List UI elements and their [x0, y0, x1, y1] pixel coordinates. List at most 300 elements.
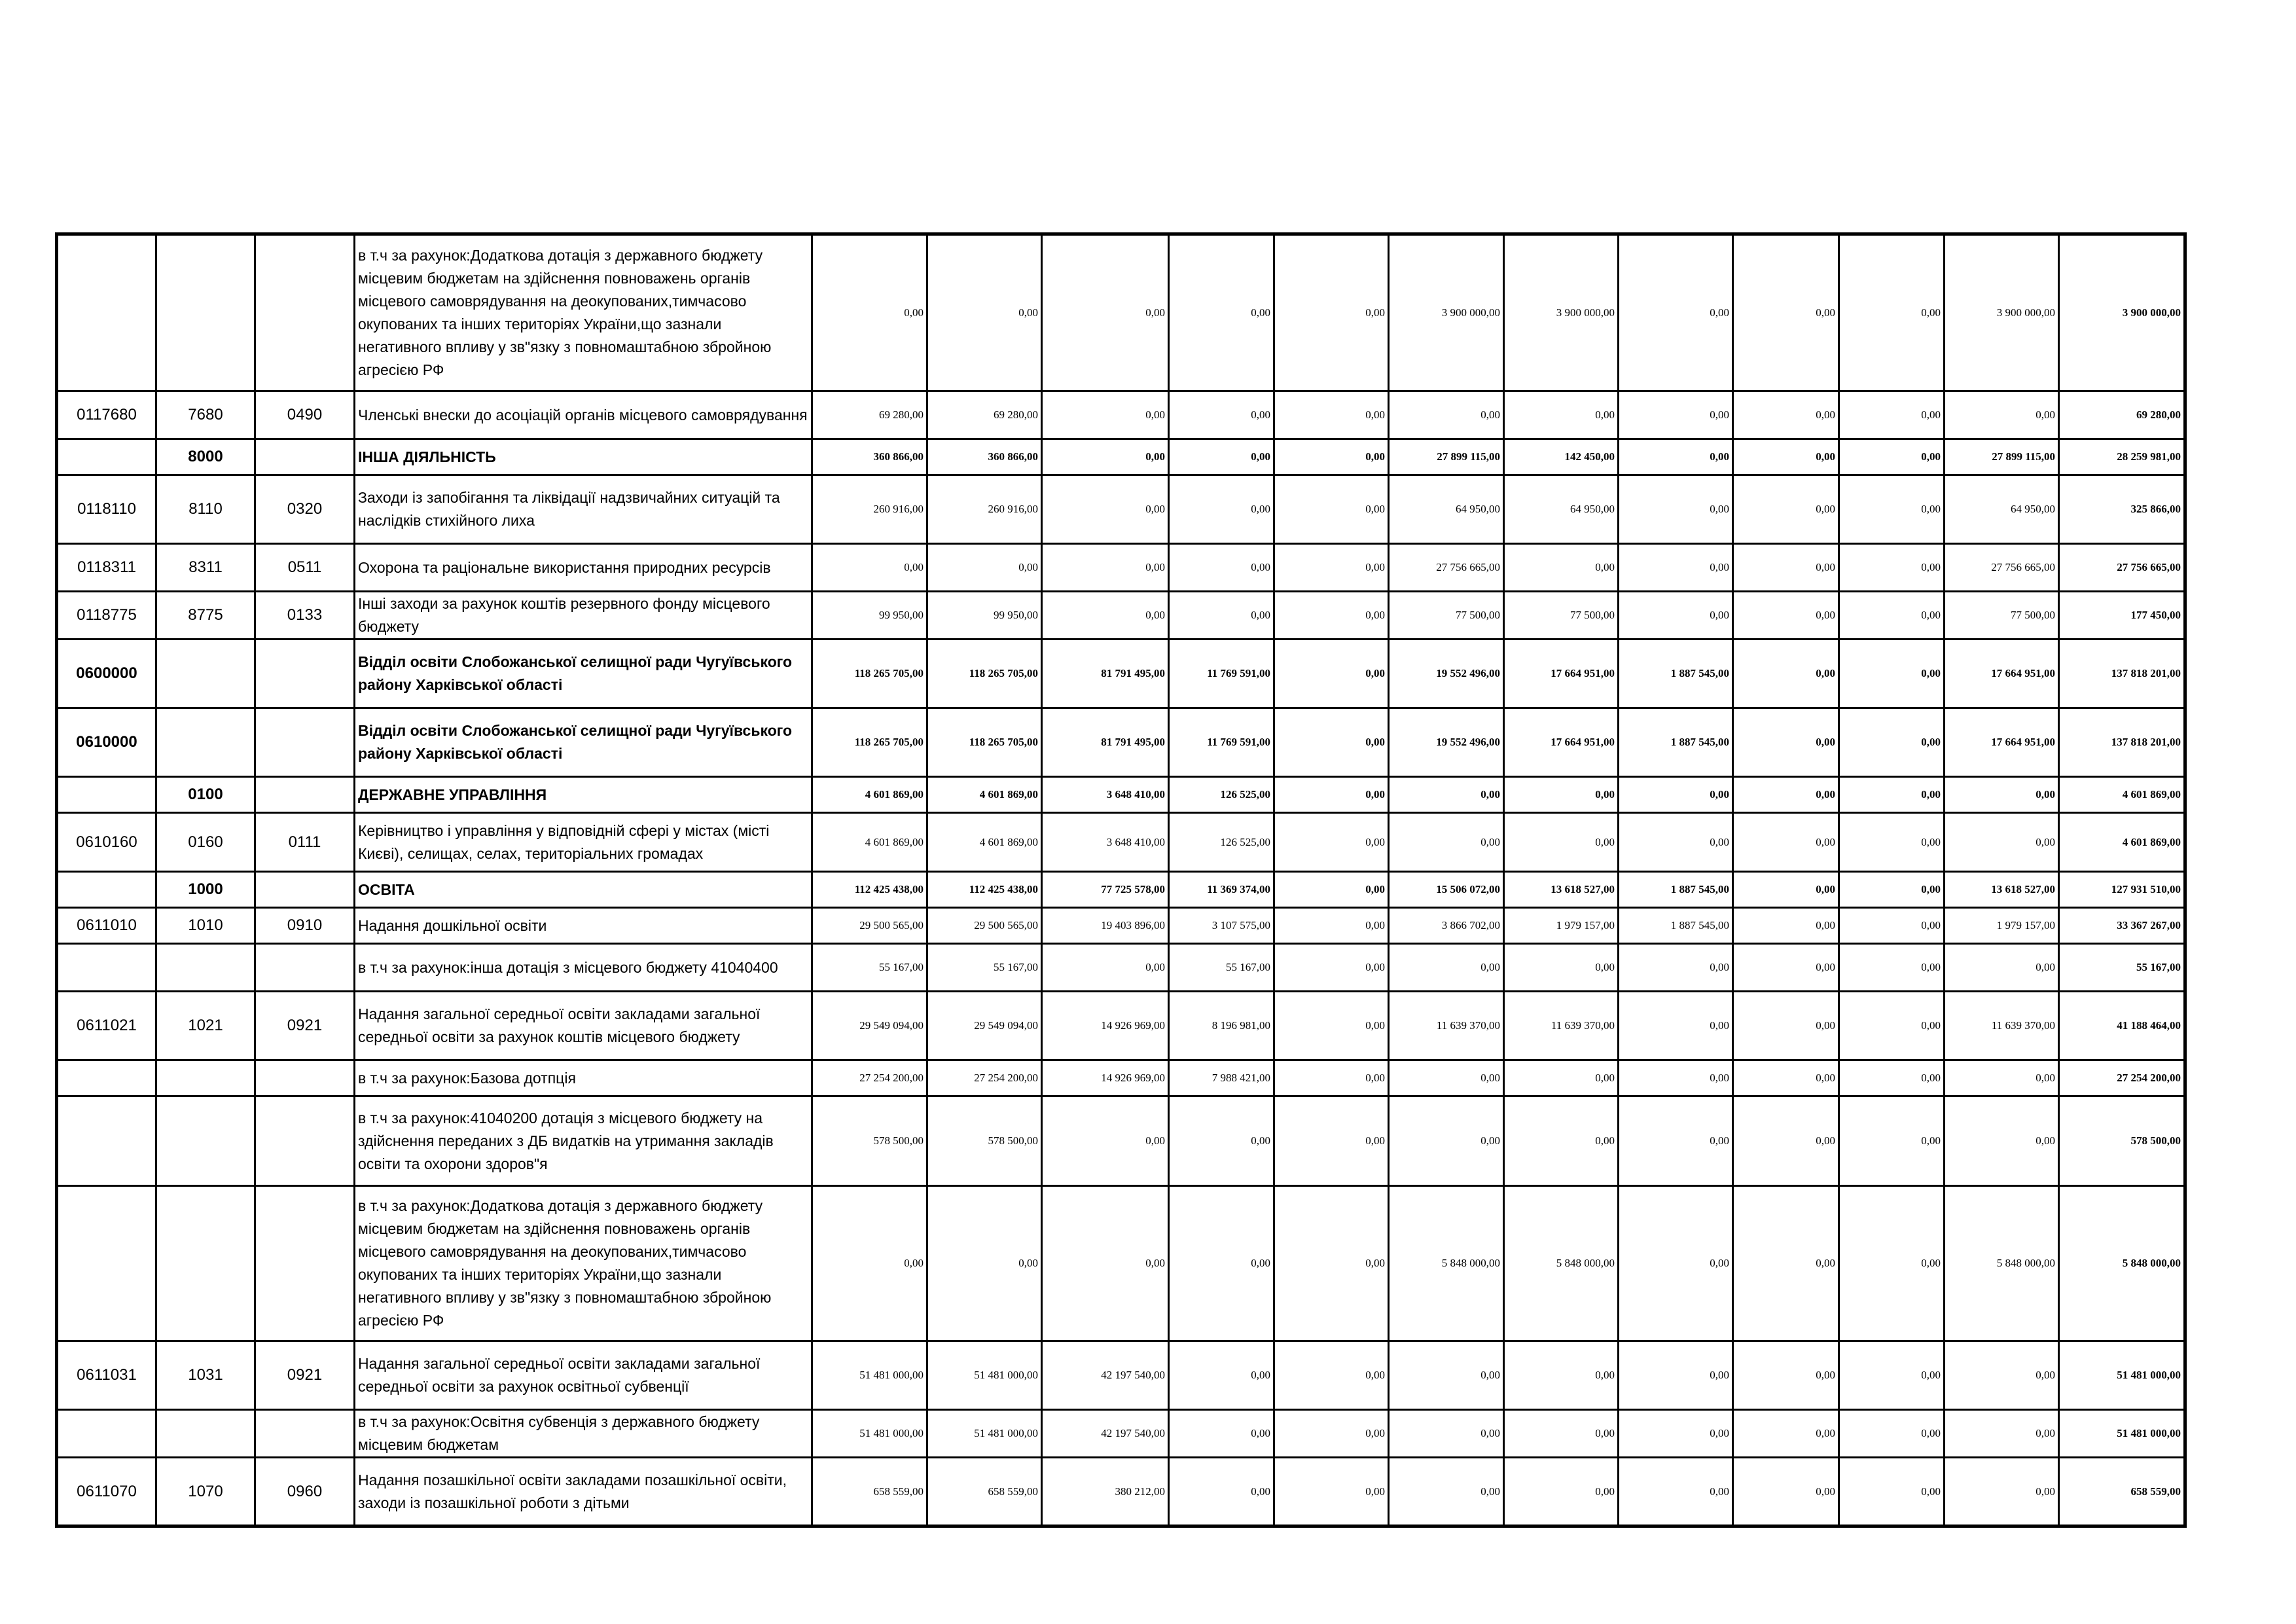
amount-cell: 0,00 [1169, 1458, 1274, 1526]
amount-cell: 0,00 [1733, 992, 1839, 1060]
amount-cell: 0,00 [1733, 1096, 1839, 1186]
classification-code-cell [255, 1060, 355, 1096]
amount-cell: 0,00 [1274, 1096, 1389, 1186]
amount-cell: 118 265 705,00 [812, 640, 927, 708]
classification-code-cell: 0921 [255, 1341, 355, 1410]
amount-cell: 69 280,00 [927, 391, 1042, 439]
program-name-cell: в т.ч за рахунок:Базова дотпція [355, 1060, 812, 1096]
total-amount-cell: 127 931 510,00 [2059, 872, 2185, 908]
amount-cell: 64 950,00 [1389, 475, 1504, 544]
amount-cell: 0,00 [1274, 992, 1389, 1060]
table-row [57, 708, 2185, 777]
amount-cell: 118 265 705,00 [927, 640, 1042, 708]
amount-cell: 0,00 [1042, 234, 1169, 391]
classification-code-cell [255, 1096, 355, 1186]
amount-cell: 7 988 421,00 [1169, 1060, 1274, 1096]
amount-cell: 64 950,00 [1945, 475, 2059, 544]
amount-cell: 0,00 [1504, 1341, 1619, 1410]
amount-cell: 81 791 495,00 [1042, 640, 1169, 708]
table-row [57, 992, 2185, 1060]
amount-cell: 55 167,00 [812, 944, 927, 992]
amount-cell: 19 552 496,00 [1389, 640, 1504, 708]
amount-cell: 0,00 [1839, 1186, 1945, 1341]
amount-cell: 29 549 094,00 [927, 992, 1042, 1060]
amount-cell: 0,00 [1733, 475, 1839, 544]
amount-cell: 0,00 [1733, 439, 1839, 475]
function-code-cell: 1031 [156, 1341, 255, 1410]
amount-cell: 0,00 [1733, 1458, 1839, 1526]
amount-cell: 13 618 527,00 [1945, 872, 2059, 908]
amount-cell: 51 481 000,00 [812, 1410, 927, 1458]
amount-cell: 0,00 [812, 234, 927, 391]
amount-cell: 0,00 [1169, 439, 1274, 475]
amount-cell: 658 559,00 [812, 1458, 927, 1526]
amount-cell: 0,00 [1619, 1341, 1733, 1410]
function-code-cell [156, 640, 255, 708]
function-code-cell: 1021 [156, 992, 255, 1060]
amount-cell: 0,00 [1733, 391, 1839, 439]
amount-cell: 0,00 [1042, 1096, 1169, 1186]
amount-cell: 578 500,00 [812, 1096, 927, 1186]
table-row [57, 1341, 2185, 1410]
program-code-cell [57, 439, 156, 475]
amount-cell: 64 950,00 [1504, 475, 1619, 544]
amount-cell: 29 500 565,00 [812, 908, 927, 944]
amount-cell: 0,00 [1274, 813, 1389, 872]
amount-cell: 14 926 969,00 [1042, 992, 1169, 1060]
amount-cell: 0,00 [1839, 592, 1945, 640]
function-code-cell [156, 708, 255, 777]
classification-code-cell [255, 1186, 355, 1341]
program-name-cell: ОСВІТА [355, 872, 812, 908]
program-name-cell: в т.ч за рахунок:інша дотація з місцевого бюджету 41040400 [355, 944, 812, 992]
program-code-cell [57, 1410, 156, 1458]
amount-cell: 0,00 [1619, 439, 1733, 475]
amount-cell: 0,00 [1619, 1060, 1733, 1096]
amount-cell: 1 887 545,00 [1619, 908, 1733, 944]
function-code-cell: 8110 [156, 475, 255, 544]
program-code-cell: 0610000 [57, 708, 156, 777]
program-name-cell: Надання загальної середньої освіти закладами загальної середньої освіти за рахунок коштів місцевого бюджету [355, 992, 812, 1060]
amount-cell: 11 639 370,00 [1945, 992, 2059, 1060]
total-amount-cell: 33 367 267,00 [2059, 908, 2185, 944]
amount-cell: 112 425 438,00 [927, 872, 1042, 908]
amount-cell: 0,00 [1042, 944, 1169, 992]
total-amount-cell: 137 818 201,00 [2059, 708, 2185, 777]
program-code-cell: 0118110 [57, 475, 156, 544]
amount-cell: 0,00 [1274, 944, 1389, 992]
amount-cell: 77 500,00 [1389, 592, 1504, 640]
amount-cell: 0,00 [1274, 544, 1389, 592]
classification-code-cell: 0111 [255, 813, 355, 872]
classification-code-cell [255, 944, 355, 992]
amount-cell: 0,00 [1733, 1410, 1839, 1458]
amount-cell: 1 887 545,00 [1619, 708, 1733, 777]
amount-cell: 0,00 [1274, 234, 1389, 391]
amount-cell: 0,00 [1169, 391, 1274, 439]
function-code-cell: 7680 [156, 391, 255, 439]
function-code-cell: 8775 [156, 592, 255, 640]
table-row [57, 475, 2185, 544]
program-name-cell: Надання дошкільної освіти [355, 908, 812, 944]
classification-code-cell: 0490 [255, 391, 355, 439]
function-code-cell: 0160 [156, 813, 255, 872]
total-amount-cell: 578 500,00 [2059, 1096, 2185, 1186]
program-name-cell: Керівництво і управління у відповідній сфері у містах (місті Києві), селищах, селах, територіальних громадах [355, 813, 812, 872]
amount-cell: 0,00 [1389, 777, 1504, 813]
total-amount-cell: 55 167,00 [2059, 944, 2185, 992]
amount-cell: 260 916,00 [812, 475, 927, 544]
amount-cell: 42 197 540,00 [1042, 1410, 1169, 1458]
amount-cell: 3 900 000,00 [1945, 234, 2059, 391]
program-code-cell: 0611031 [57, 1341, 156, 1410]
total-amount-cell: 51 481 000,00 [2059, 1410, 2185, 1458]
total-amount-cell: 137 818 201,00 [2059, 640, 2185, 708]
amount-cell: 0,00 [1839, 992, 1945, 1060]
amount-cell: 0,00 [1619, 544, 1733, 592]
table-row [57, 544, 2185, 592]
total-amount-cell: 51 481 000,00 [2059, 1341, 2185, 1410]
amount-cell: 0,00 [1042, 592, 1169, 640]
amount-cell: 0,00 [1839, 1410, 1945, 1458]
amount-cell: 0,00 [812, 544, 927, 592]
amount-cell: 11 769 591,00 [1169, 708, 1274, 777]
amount-cell: 0,00 [812, 1186, 927, 1341]
amount-cell: 3 900 000,00 [1389, 234, 1504, 391]
total-amount-cell: 3 900 000,00 [2059, 234, 2185, 391]
amount-cell: 0,00 [1274, 777, 1389, 813]
table-row [57, 640, 2185, 708]
amount-cell: 0,00 [1733, 777, 1839, 813]
function-code-cell: 1070 [156, 1458, 255, 1526]
amount-cell: 0,00 [1389, 1410, 1504, 1458]
amount-cell: 0,00 [1389, 944, 1504, 992]
total-amount-cell: 5 848 000,00 [2059, 1186, 2185, 1341]
amount-cell: 0,00 [1169, 1186, 1274, 1341]
table-row [57, 1410, 2185, 1458]
program-name-cell: Членські внески до асоціацій органів місцевого самоврядування [355, 391, 812, 439]
amount-cell: 0,00 [1274, 592, 1389, 640]
table-row [57, 391, 2185, 439]
program-name-cell: Інші заходи за рахунок коштів резервного фонду місцевого бюджету [355, 592, 812, 640]
program-code-cell: 0118311 [57, 544, 156, 592]
amount-cell: 15 506 072,00 [1389, 872, 1504, 908]
amount-cell: 0,00 [1839, 777, 1945, 813]
amount-cell: 0,00 [1945, 1341, 2059, 1410]
amount-cell: 0,00 [1274, 439, 1389, 475]
amount-cell: 0,00 [1619, 1186, 1733, 1341]
amount-cell: 0,00 [1945, 1060, 2059, 1096]
amount-cell: 0,00 [1169, 1410, 1274, 1458]
amount-cell: 99 950,00 [927, 592, 1042, 640]
program-name-cell: в т.ч за рахунок:41040200 дотація з місцевого бюджету на здійснення переданих з ДБ видатків на утримання закладів освіти та охорони здоров"я [355, 1096, 812, 1186]
classification-code-cell: 0960 [255, 1458, 355, 1526]
program-name-cell: ІНША ДІЯЛЬНІСТЬ [355, 439, 812, 475]
classification-code-cell: 0133 [255, 592, 355, 640]
amount-cell: 0,00 [1504, 1458, 1619, 1526]
amount-cell: 142 450,00 [1504, 439, 1619, 475]
amount-cell: 5 848 000,00 [1945, 1186, 2059, 1341]
program-code-cell [57, 1186, 156, 1341]
amount-cell: 0,00 [1389, 1060, 1504, 1096]
total-amount-cell: 27 756 665,00 [2059, 544, 2185, 592]
amount-cell: 77 725 578,00 [1042, 872, 1169, 908]
amount-cell: 0,00 [1504, 1410, 1619, 1458]
amount-cell: 19 552 496,00 [1389, 708, 1504, 777]
function-code-cell [156, 1186, 255, 1341]
amount-cell: 81 791 495,00 [1042, 708, 1169, 777]
amount-cell: 0,00 [1839, 544, 1945, 592]
amount-cell: 360 866,00 [927, 439, 1042, 475]
total-amount-cell: 28 259 981,00 [2059, 439, 2185, 475]
amount-cell: 0,00 [1839, 439, 1945, 475]
classification-code-cell [255, 777, 355, 813]
classification-code-cell: 0320 [255, 475, 355, 544]
amount-cell: 112 425 438,00 [812, 872, 927, 908]
amount-cell: 126 525,00 [1169, 777, 1274, 813]
amount-cell: 0,00 [1274, 1458, 1389, 1526]
amount-cell: 29 500 565,00 [927, 908, 1042, 944]
amount-cell: 29 549 094,00 [812, 992, 927, 1060]
classification-code-cell [255, 708, 355, 777]
program-code-cell: 0118775 [57, 592, 156, 640]
amount-cell: 0,00 [1504, 777, 1619, 813]
amount-cell: 0,00 [1733, 813, 1839, 872]
program-name-cell: Відділ освіти Слобожанської селищної ради Чугуївського району Харківської області [355, 708, 812, 777]
amount-cell: 3 648 410,00 [1042, 813, 1169, 872]
amount-cell: 27 899 115,00 [1945, 439, 2059, 475]
amount-cell: 0,00 [1733, 544, 1839, 592]
amount-cell: 0,00 [1504, 944, 1619, 992]
table-row [57, 777, 2185, 813]
classification-code-cell [255, 439, 355, 475]
amount-cell: 0,00 [1042, 475, 1169, 544]
amount-cell: 0,00 [927, 544, 1042, 592]
amount-cell: 77 500,00 [1945, 592, 2059, 640]
amount-cell: 0,00 [1839, 944, 1945, 992]
amount-cell: 0,00 [1733, 944, 1839, 992]
amount-cell: 0,00 [1389, 1096, 1504, 1186]
amount-cell: 0,00 [1274, 640, 1389, 708]
amount-cell: 0,00 [1733, 592, 1839, 640]
program-name-cell: в т.ч за рахунок:Освітня субвенція з державного бюджету місцевим бюджетам [355, 1410, 812, 1458]
amount-cell: 0,00 [1839, 391, 1945, 439]
table-body [57, 234, 2185, 1526]
amount-cell: 0,00 [1274, 1060, 1389, 1096]
amount-cell: 17 664 951,00 [1504, 640, 1619, 708]
amount-cell: 0,00 [1619, 992, 1733, 1060]
program-name-cell: в т.ч за рахунок:Додаткова дотація з державного бюджету місцевим бюджетам на здійснення повноважень органів місцевого самоврядування на деокупованих,тимчасово окупованих та інших територіях України,що зазнали негативного впливу у зв"язку з повномаштабною збройною агресією РФ [355, 1186, 812, 1341]
amount-cell: 3 648 410,00 [1042, 777, 1169, 813]
budget-table [55, 232, 2187, 1528]
amount-cell: 0,00 [1619, 1410, 1733, 1458]
amount-cell: 0,00 [1274, 391, 1389, 439]
amount-cell: 0,00 [1042, 391, 1169, 439]
amount-cell: 4 601 869,00 [812, 777, 927, 813]
program-code-cell [57, 1060, 156, 1096]
classification-code-cell [255, 640, 355, 708]
amount-cell: 4 601 869,00 [927, 777, 1042, 813]
amount-cell: 0,00 [1504, 1060, 1619, 1096]
amount-cell: 0,00 [1839, 708, 1945, 777]
function-code-cell: 0100 [156, 777, 255, 813]
amount-cell: 0,00 [1169, 475, 1274, 544]
amount-cell: 4 601 869,00 [812, 813, 927, 872]
amount-cell: 0,00 [1945, 813, 2059, 872]
amount-cell: 99 950,00 [812, 592, 927, 640]
amount-cell: 11 369 374,00 [1169, 872, 1274, 908]
program-name-cell: Відділ освіти Слобожанської селищної ради Чугуївського району Харківської області [355, 640, 812, 708]
program-code-cell [57, 944, 156, 992]
amount-cell: 27 756 665,00 [1389, 544, 1504, 592]
table-row [57, 234, 2185, 391]
amount-cell: 0,00 [1619, 391, 1733, 439]
amount-cell: 0,00 [1619, 592, 1733, 640]
amount-cell: 0,00 [1945, 944, 2059, 992]
amount-cell: 51 481 000,00 [927, 1341, 1042, 1410]
amount-cell: 0,00 [1619, 234, 1733, 391]
amount-cell: 3 866 702,00 [1389, 908, 1504, 944]
amount-cell: 0,00 [1042, 544, 1169, 592]
amount-cell: 11 769 591,00 [1169, 640, 1274, 708]
amount-cell: 0,00 [1733, 234, 1839, 391]
program-code-cell: 0611021 [57, 992, 156, 1060]
amount-cell: 51 481 000,00 [812, 1341, 927, 1410]
amount-cell: 55 167,00 [927, 944, 1042, 992]
amount-cell: 0,00 [1839, 475, 1945, 544]
program-name-cell: Охорона та раціональне використання природних ресурсів [355, 544, 812, 592]
amount-cell: 0,00 [1945, 1410, 2059, 1458]
table-row [57, 592, 2185, 640]
table-row [57, 944, 2185, 992]
amount-cell: 0,00 [1274, 1186, 1389, 1341]
amount-cell: 0,00 [1274, 1341, 1389, 1410]
classification-code-cell: 0921 [255, 992, 355, 1060]
program-code-cell: 0117680 [57, 391, 156, 439]
amount-cell: 658 559,00 [927, 1458, 1042, 1526]
classification-code-cell: 0511 [255, 544, 355, 592]
function-code-cell [156, 944, 255, 992]
amount-cell: 1 979 157,00 [1504, 908, 1619, 944]
amount-cell: 17 664 951,00 [1945, 708, 2059, 777]
amount-cell: 0,00 [1274, 872, 1389, 908]
amount-cell: 0,00 [1839, 908, 1945, 944]
total-amount-cell: 4 601 869,00 [2059, 777, 2185, 813]
amount-cell: 260 916,00 [927, 475, 1042, 544]
amount-cell: 19 403 896,00 [1042, 908, 1169, 944]
amount-cell: 380 212,00 [1042, 1458, 1169, 1526]
amount-cell: 0,00 [1839, 872, 1945, 908]
amount-cell: 0,00 [1504, 1096, 1619, 1186]
amount-cell: 118 265 705,00 [812, 708, 927, 777]
program-name-cell: в т.ч за рахунок:Додаткова дотація з державного бюджету місцевим бюджетам на здійснення повноважень органів місцевого самоврядування на деокупованих,тимчасово окупованих та інших територіях України,що зазнали негативного впливу у зв"язку з повномаштабною збройною агресією РФ [355, 234, 812, 391]
amount-cell: 17 664 951,00 [1945, 640, 2059, 708]
amount-cell: 0,00 [927, 234, 1042, 391]
amount-cell: 69 280,00 [812, 391, 927, 439]
amount-cell: 13 618 527,00 [1504, 872, 1619, 908]
total-amount-cell: 27 254 200,00 [2059, 1060, 2185, 1096]
program-code-cell: 0600000 [57, 640, 156, 708]
amount-cell: 0,00 [1839, 1096, 1945, 1186]
amount-cell: 0,00 [1733, 908, 1839, 944]
total-amount-cell: 177 450,00 [2059, 592, 2185, 640]
amount-cell: 5 848 000,00 [1389, 1186, 1504, 1341]
amount-cell: 126 525,00 [1169, 813, 1274, 872]
program-code-cell [57, 234, 156, 391]
amount-cell: 0,00 [1619, 944, 1733, 992]
amount-cell: 0,00 [1945, 777, 2059, 813]
amount-cell: 0,00 [1389, 1458, 1504, 1526]
amount-cell: 27 254 200,00 [927, 1060, 1042, 1096]
classification-code-cell: 0910 [255, 908, 355, 944]
table-row [57, 1458, 2185, 1526]
function-code-cell [156, 1096, 255, 1186]
function-code-cell: 8311 [156, 544, 255, 592]
amount-cell: 0,00 [1839, 813, 1945, 872]
amount-cell: 0,00 [1169, 592, 1274, 640]
table-row [57, 908, 2185, 944]
amount-cell: 77 500,00 [1504, 592, 1619, 640]
amount-cell: 0,00 [1504, 813, 1619, 872]
amount-cell: 42 197 540,00 [1042, 1341, 1169, 1410]
amount-cell: 11 639 370,00 [1504, 992, 1619, 1060]
amount-cell: 5 848 000,00 [1504, 1186, 1619, 1341]
amount-cell: 360 866,00 [812, 439, 927, 475]
table-row [57, 1096, 2185, 1186]
amount-cell: 0,00 [1169, 1096, 1274, 1186]
table-row [57, 1186, 2185, 1341]
amount-cell: 0,00 [1733, 1341, 1839, 1410]
amount-cell: 0,00 [1733, 640, 1839, 708]
function-code-cell [156, 1410, 255, 1458]
program-code-cell [57, 872, 156, 908]
amount-cell: 0,00 [1389, 391, 1504, 439]
amount-cell: 1 887 545,00 [1619, 872, 1733, 908]
function-code-cell [156, 234, 255, 391]
amount-cell: 3 900 000,00 [1504, 234, 1619, 391]
amount-cell: 0,00 [1733, 872, 1839, 908]
amount-cell: 0,00 [927, 1186, 1042, 1341]
amount-cell: 14 926 969,00 [1042, 1060, 1169, 1096]
amount-cell: 27 254 200,00 [812, 1060, 927, 1096]
total-amount-cell: 325 866,00 [2059, 475, 2185, 544]
amount-cell: 1 979 157,00 [1945, 908, 2059, 944]
table-row [57, 439, 2185, 475]
amount-cell: 0,00 [1274, 1410, 1389, 1458]
amount-cell: 0,00 [1169, 544, 1274, 592]
amount-cell: 0,00 [1945, 391, 2059, 439]
amount-cell: 4 601 869,00 [927, 813, 1042, 872]
program-name-cell: Надання загальної середньої освіти закладами загальної середньої освіти за рахунок освітньої субвенції [355, 1341, 812, 1410]
amount-cell: 0,00 [1619, 1458, 1733, 1526]
amount-cell: 8 196 981,00 [1169, 992, 1274, 1060]
table-row [57, 872, 2185, 908]
amount-cell: 3 107 575,00 [1169, 908, 1274, 944]
amount-cell: 0,00 [1274, 908, 1389, 944]
amount-cell: 17 664 951,00 [1504, 708, 1619, 777]
classification-code-cell [255, 234, 355, 391]
program-name-cell: Заходи із запобігання та ліквідації надзвичайних ситуацій та наслідків стихійного лиха [355, 475, 812, 544]
program-code-cell [57, 1096, 156, 1186]
function-code-cell [156, 1060, 255, 1096]
amount-cell: 27 899 115,00 [1389, 439, 1504, 475]
amount-cell: 11 639 370,00 [1389, 992, 1504, 1060]
amount-cell: 0,00 [1945, 1096, 2059, 1186]
amount-cell: 55 167,00 [1169, 944, 1274, 992]
total-amount-cell: 41 188 464,00 [2059, 992, 2185, 1060]
amount-cell: 0,00 [1042, 439, 1169, 475]
amount-cell: 0,00 [1042, 1186, 1169, 1341]
